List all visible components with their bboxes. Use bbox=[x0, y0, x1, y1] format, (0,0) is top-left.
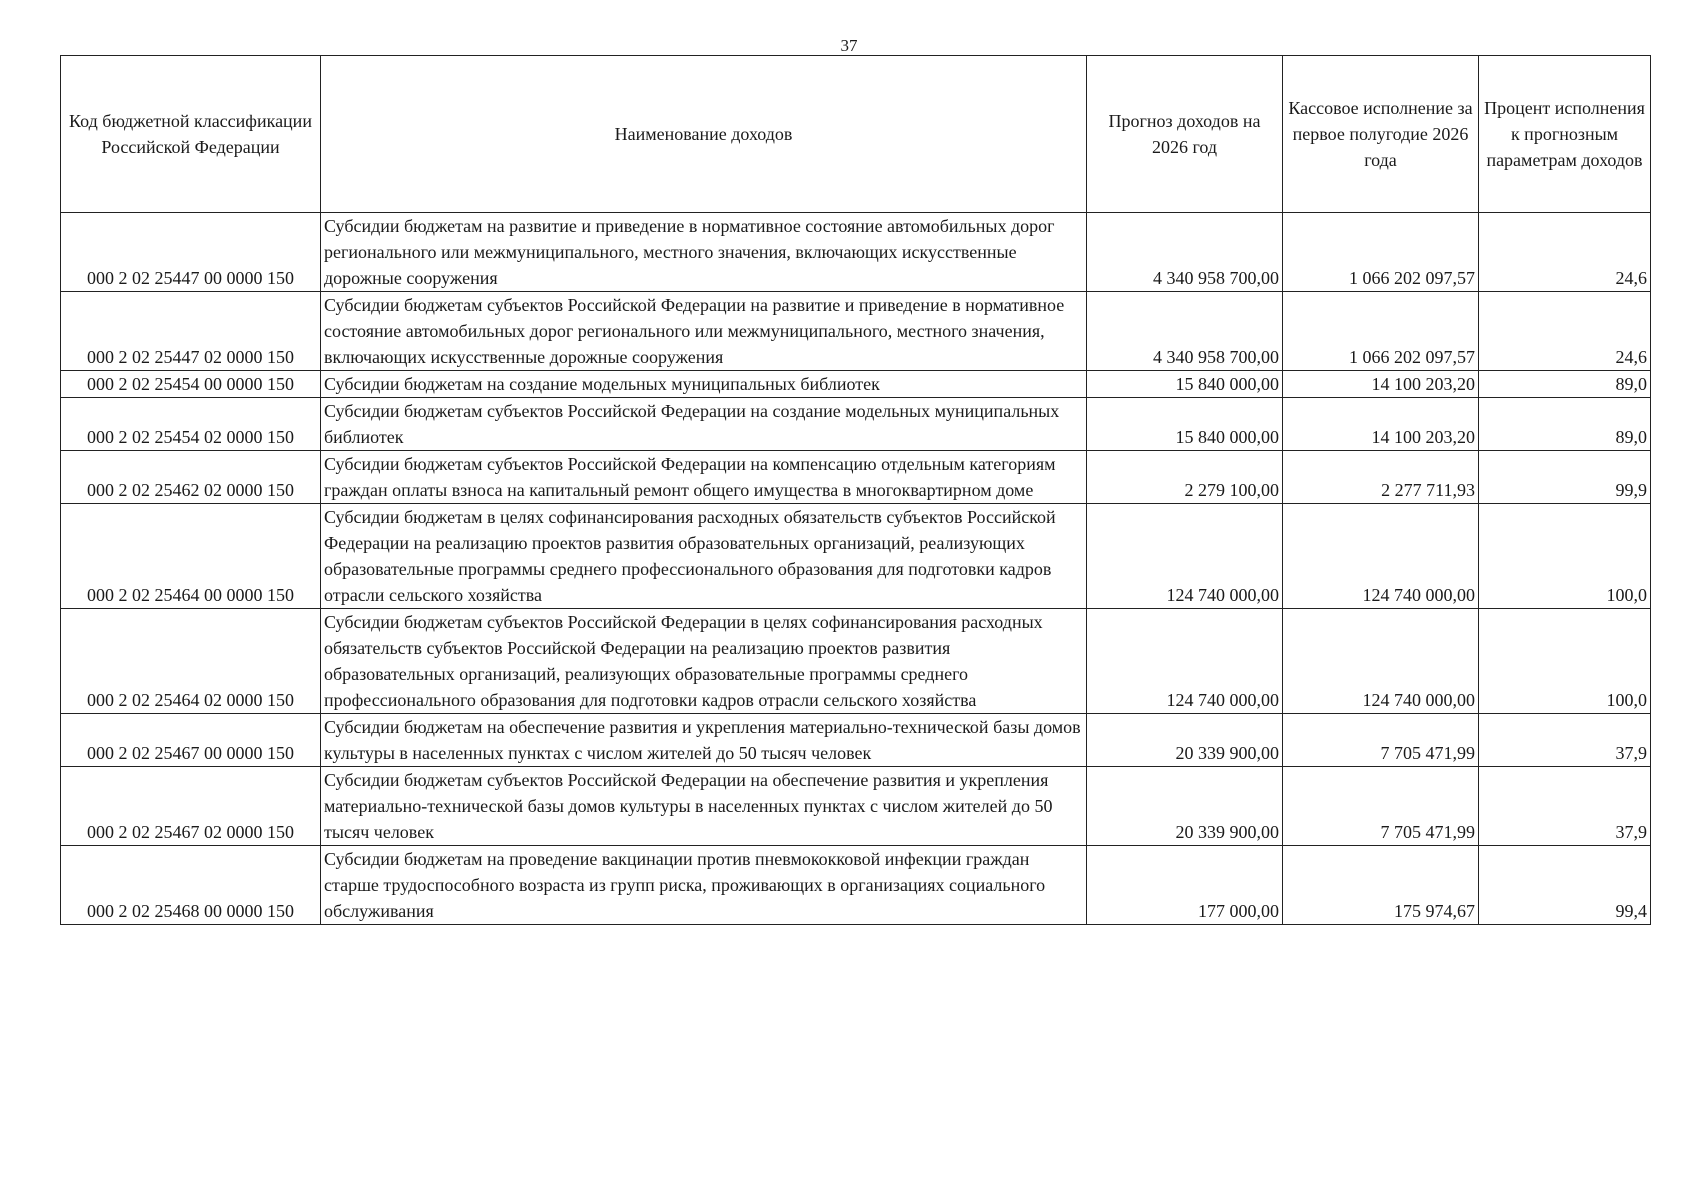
budget-code-cell: 000 2 02 25447 02 0000 150 bbox=[61, 292, 321, 371]
cash-execution-cell: 1 066 202 097,57 bbox=[1283, 292, 1479, 371]
forecast-cell: 15 840 000,00 bbox=[1087, 371, 1283, 398]
forecast-cell: 124 740 000,00 bbox=[1087, 609, 1283, 714]
header-forecast: Прогноз доходов на 2026 год bbox=[1087, 56, 1283, 213]
percent-cell: 99,4 bbox=[1479, 846, 1651, 925]
table-body bbox=[61, 213, 1651, 925]
table-row bbox=[61, 846, 1651, 925]
header-percent: Процент исполнения к прогнозным параметрам доходов bbox=[1479, 56, 1651, 213]
table-row bbox=[61, 398, 1651, 451]
cash-execution-cell: 14 100 203,20 bbox=[1283, 398, 1479, 451]
revenue-table bbox=[60, 55, 1651, 925]
budget-code-cell: 000 2 02 25447 00 0000 150 bbox=[61, 213, 321, 292]
percent-cell: 89,0 bbox=[1479, 398, 1651, 451]
budget-code-cell: 000 2 02 25454 00 0000 150 bbox=[61, 371, 321, 398]
cash-execution-cell: 1 066 202 097,57 bbox=[1283, 213, 1479, 292]
budget-code-cell: 000 2 02 25464 00 0000 150 bbox=[61, 504, 321, 609]
cash-execution-cell: 124 740 000,00 bbox=[1283, 609, 1479, 714]
cash-execution-cell: 7 705 471,99 bbox=[1283, 767, 1479, 846]
budget-code-cell: 000 2 02 25462 02 0000 150 bbox=[61, 451, 321, 504]
revenue-name-cell: Субсидии бюджетам субъектов Российской Федерации на компенсацию отдельным категориям граждан оплаты взноса на капитальный ремонт общего имущества в многоквартирном доме bbox=[321, 451, 1087, 504]
percent-cell: 24,6 bbox=[1479, 213, 1651, 292]
forecast-cell: 20 339 900,00 bbox=[1087, 767, 1283, 846]
budget-code-cell: 000 2 02 25464 02 0000 150 bbox=[61, 609, 321, 714]
percent-cell: 37,9 bbox=[1479, 714, 1651, 767]
table-header-row bbox=[61, 56, 1651, 213]
budget-code-cell: 000 2 02 25454 02 0000 150 bbox=[61, 398, 321, 451]
cash-execution-cell: 124 740 000,00 bbox=[1283, 504, 1479, 609]
budget-code-cell: 000 2 02 25467 00 0000 150 bbox=[61, 714, 321, 767]
table-row bbox=[61, 609, 1651, 714]
forecast-cell: 4 340 958 700,00 bbox=[1087, 213, 1283, 292]
page-number: 37 bbox=[840, 36, 858, 55]
header-cash: Кассовое исполнение за первое полугодие 2026 года bbox=[1283, 56, 1479, 213]
table-row bbox=[61, 292, 1651, 371]
revenue-name-cell: Субсидии бюджетам субъектов Российской Федерации на развитие и приведение в нормативное состояние автомобильных дорог регионального или межмуниципального, местного значения, включающих искусственные дорожные сооружения bbox=[321, 292, 1087, 371]
table-row bbox=[61, 504, 1651, 609]
forecast-cell: 2 279 100,00 bbox=[1087, 451, 1283, 504]
table-row bbox=[61, 714, 1651, 767]
revenue-name-cell: Субсидии бюджетам на создание модельных муниципальных библиотек bbox=[321, 371, 1087, 398]
cash-execution-cell: 7 705 471,99 bbox=[1283, 714, 1479, 767]
forecast-cell: 124 740 000,00 bbox=[1087, 504, 1283, 609]
cash-execution-cell: 14 100 203,20 bbox=[1283, 371, 1479, 398]
header-name: Наименование доходов bbox=[321, 56, 1087, 213]
cash-execution-cell: 175 974,67 bbox=[1283, 846, 1479, 925]
budget-code-cell: 000 2 02 25467 02 0000 150 bbox=[61, 767, 321, 846]
percent-cell: 99,9 bbox=[1479, 451, 1651, 504]
forecast-cell: 177 000,00 bbox=[1087, 846, 1283, 925]
revenue-name-cell: Субсидии бюджетам субъектов Российской Федерации на создание модельных муниципальных библиотек bbox=[321, 398, 1087, 451]
revenue-name-cell: Субсидии бюджетам на проведение вакцинации против пневмококковой инфекции граждан старше трудоспособного возраста из групп риска, проживающих в организациях социального обслуживания bbox=[321, 846, 1087, 925]
forecast-cell: 20 339 900,00 bbox=[1087, 714, 1283, 767]
revenue-name-cell: Субсидии бюджетам на обеспечение развития и укрепления материально-технической базы домов культуры в населенных пунктах с числом жителей до 50 тысяч человек bbox=[321, 714, 1087, 767]
forecast-cell: 15 840 000,00 bbox=[1087, 398, 1283, 451]
forecast-cell: 4 340 958 700,00 bbox=[1087, 292, 1283, 371]
revenue-name-cell: Субсидии бюджетам субъектов Российской Федерации на обеспечение развития и укрепления материально-технической базы домов культуры в населенных пунктах с числом жителей до 50 тысяч человек bbox=[321, 767, 1087, 846]
cash-execution-cell: 2 277 711,93 bbox=[1283, 451, 1479, 504]
table-row bbox=[61, 767, 1651, 846]
revenue-name-cell: Субсидии бюджетам субъектов Российской Федерации в целях софинансирования расходных обязательств субъектов Российской Федерации на реализацию проектов развития образовательных организаций, реализующих образовательные программы среднего профессионального образования для подготовки кадров отрасли сельского хозяйства bbox=[321, 609, 1087, 714]
table-row bbox=[61, 371, 1651, 398]
revenue-name-cell: Субсидии бюджетам в целях софинансирования расходных обязательств субъектов Российской Федерации на реализацию проектов развития образовательных организаций, реализующих образовательные программы среднего профессионального образования для подготовки кадров отрасли сельского хозяйства bbox=[321, 504, 1087, 609]
percent-cell: 89,0 bbox=[1479, 371, 1651, 398]
percent-cell: 37,9 bbox=[1479, 767, 1651, 846]
table-row bbox=[61, 451, 1651, 504]
revenue-name-cell: Субсидии бюджетам на развитие и приведение в нормативное состояние автомобильных дорог регионального или межмуниципального, местного значения, включающих искусственные дорожные сооружения bbox=[321, 213, 1087, 292]
budget-code-cell: 000 2 02 25468 00 0000 150 bbox=[61, 846, 321, 925]
header-code: Код бюджетной классификации Российской Федерации bbox=[61, 56, 321, 213]
percent-cell: 100,0 bbox=[1479, 504, 1651, 609]
table-row bbox=[61, 213, 1651, 292]
percent-cell: 24,6 bbox=[1479, 292, 1651, 371]
percent-cell: 100,0 bbox=[1479, 609, 1651, 714]
